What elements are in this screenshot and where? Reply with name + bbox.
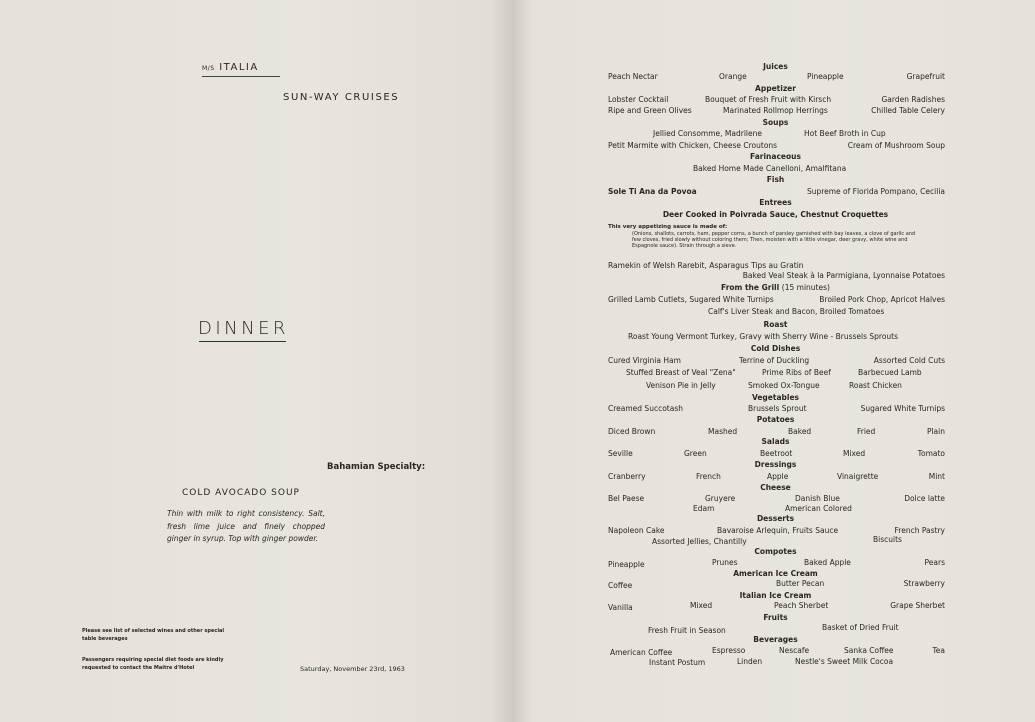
menu-item: Cranberry [608, 472, 646, 481]
menu-item: American Colored [785, 504, 852, 513]
menu-item: Sanka Coffee [844, 646, 894, 655]
wine-note: Please see list of selected wines and other special table beverages [82, 628, 225, 642]
menu-item: Pineapple [608, 560, 645, 569]
section-heading-juices: Juices [763, 62, 788, 71]
menu-item: Pears [924, 558, 945, 567]
menu-item: French [696, 472, 721, 481]
special-description: Thin with milk to right consistency. Salt, fresh lime juice and finely chopped ginger in syrup. Top with ginger powder. [167, 509, 325, 543]
menu-item: Cream of Mushroom Soup [847, 141, 945, 150]
menu-item: Creamed Succotash [608, 404, 683, 413]
ship-title: ITALIA [219, 62, 259, 73]
menu-column [608, 0, 943, 722]
section-heading-fruits: Fruits [763, 613, 788, 622]
menu-item: Tea [932, 646, 945, 655]
menu-item: Vanilla [608, 603, 633, 612]
section-heading-soups: Soups [762, 118, 789, 127]
menu-item: Apple [767, 472, 789, 481]
menu-item: Prunes [712, 558, 738, 567]
section-heading-entrees: Entrees [759, 198, 792, 207]
menu-item: Beetroot [760, 449, 793, 458]
menu-item: Pineapple [807, 72, 844, 81]
cruise-name: SUN-WAY CRUISES [283, 92, 400, 103]
menu-item: Lobster Cocktail [608, 95, 669, 104]
section-heading-fish: Fish [766, 175, 785, 184]
special-name: COLD AVOCADO SOUP [182, 488, 300, 498]
menu-item: Roast Chicken [849, 381, 902, 390]
menu-item: Grapefruit [906, 72, 945, 81]
section-heading-compotes: Compotes [754, 547, 797, 556]
menu-item: Marinated Rollmop Herrings [723, 106, 828, 115]
menu-item: French Pastry [894, 526, 945, 535]
section-heading-roast: Roast [763, 320, 788, 329]
menu-item: Sugared White Turnips [860, 404, 945, 413]
menu-item: Mint [928, 472, 945, 481]
menu-item: American Coffee [610, 648, 673, 657]
menu-item: Baked Apple [804, 558, 851, 567]
section-heading-dressings: Dressings [754, 460, 797, 469]
menu-item: Strawberry [903, 579, 945, 588]
ship-underline [202, 76, 280, 77]
menu-item: Biscuits [873, 535, 902, 544]
menu-item: Garden Radishes [881, 95, 945, 104]
menu-item: Butter Pecan [776, 579, 825, 588]
menu-item: Espresso [712, 646, 746, 655]
grill-heading-label: From the Grill [721, 283, 780, 292]
menu-item: Mashed [708, 427, 738, 436]
menu-item: Baked [788, 427, 812, 436]
menu-item: Jellied Consomme, Madrilene [653, 129, 762, 138]
menu-item-deer: Deer Cooked in Poivrada Sauce, Chestnut Croquettes [662, 210, 889, 219]
sauce-description: (Onions, shallots, carrots, ham, pepper corns, a bunch of parsley garnished with bay leaves, a clove of garlic and few cloves, fried slowly without coloring them; Then, moisten with a little vinegar, deer gravy, white wine and Espagnole sauce). Strain through a sieve. [632, 231, 916, 249]
menu-item: Fresh Fruit in Season [648, 626, 726, 635]
menu-item: Terrine of Duckling [739, 356, 810, 365]
menu-item: Coffee [608, 581, 633, 590]
section-heading-farinaceous: Farinaceous [750, 152, 801, 161]
section-heading-italian-ice-cream: Italian Ice Cream [739, 591, 812, 600]
menu-item: Roast Young Vermont Turkey, Gravy with Sherry Wine - Brussels Sprouts [628, 332, 899, 341]
section-heading-salads: Salads [761, 437, 790, 446]
menu-item: Smoked Ox-Tongue [748, 381, 820, 390]
menu-item: Green [684, 449, 707, 458]
title-underline [199, 341, 286, 342]
menu-item: Napoleon Cake [608, 526, 665, 535]
menu-item: Hot Beef Broth in Cup [804, 129, 886, 138]
left-menu-page [0, 0, 512, 722]
menu-item: Instant Postum [649, 658, 706, 667]
menu-item: Nescafe [779, 646, 810, 655]
menu-item: Plain [926, 427, 945, 436]
sauce-intro: This very appetizing sauce is made of: [608, 224, 728, 230]
menu-item: Assorted Cold Cuts [873, 356, 945, 365]
diet-note: Passengers requiring special diet foods are kindly requested to contact the Maitre d'Hotel [82, 657, 224, 671]
menu-item: Stuffed Breast of Veal "Zena" [626, 368, 736, 377]
right-menu-page [512, 0, 1035, 722]
menu-item: Assorted Jellies, Chantilly [652, 537, 747, 546]
menu-item: Ramekin of Welsh Rarebit, Asparagus Tips au Gratin [608, 261, 804, 270]
section-heading-desserts: Desserts [756, 514, 795, 523]
menu-item: Prime Ribs of Beef [762, 368, 831, 377]
ship-prefix: M/S [202, 65, 215, 72]
menu-item: Baked Home Made Canelloni, Amalfitana [693, 164, 847, 173]
section-heading-grill [608, 283, 943, 292]
menu-item: Mixed [843, 449, 866, 458]
menu-item: Mixed [690, 601, 713, 610]
special-heading: Bahamian Specialty: [327, 462, 426, 472]
menu-item: Ripe and Green Olives [608, 106, 692, 115]
menu-item: Calf's Liver Steak and Bacon, Broiled Tomatoes [708, 307, 885, 316]
menu-item: Bavaroise Arlequin, Fruits Sauce [717, 526, 839, 535]
menu-item: Linden [737, 657, 763, 666]
ship-name [202, 62, 259, 73]
menu-item: Diced Brown [608, 427, 656, 436]
menu-item: Peach Nectar [608, 72, 658, 81]
menu-item: Grape Sherbet [890, 601, 945, 610]
menu-item: Vinaigrette [837, 472, 879, 481]
page-title: DINNER [198, 318, 289, 339]
menu-item: Tomato [917, 449, 945, 458]
grill-heading-note: (15 minutes) [781, 283, 830, 292]
menu-item: Barbecued Lamb [858, 368, 922, 377]
menu-item: Danish Blue [795, 494, 840, 503]
section-heading-cold-dishes: Cold Dishes [750, 344, 801, 353]
menu-item: Dolce latte [904, 494, 945, 503]
menu-item: Edam [693, 504, 715, 513]
menu-item: Venison Pie in Jelly [646, 381, 716, 390]
section-heading-vegetables: Vegetables [751, 393, 800, 402]
menu-item: Grilled Lamb Cutlets, Sugared White Turnips [608, 295, 774, 304]
section-heading-american-ice-cream: American Ice Cream [733, 569, 818, 578]
menu-item: Brussels Sprout [748, 404, 807, 413]
menu-item: Chilled Table Celery [871, 106, 945, 115]
menu-item: Supreme of Florida Pompano, Cecilia [806, 187, 945, 196]
menu-item: Fried [857, 427, 876, 436]
menu-date: Saturday, November 23rd, 1963 [300, 665, 405, 673]
menu-item: Gruyere [705, 494, 736, 503]
section-heading-appetizer: Appetizer [755, 84, 796, 93]
section-heading-cheese: Cheese [760, 483, 791, 492]
menu-item: Orange [719, 72, 747, 81]
menu-item: Sole Ti Ana da Povoa [608, 187, 697, 196]
section-heading-beverages: Beverages [753, 635, 798, 644]
menu-item: Peach Sherbet [774, 601, 829, 610]
menu-item: Basket of Dried Fruit [822, 623, 899, 632]
menu-item: Petit Marmite with Chicken, Cheese Croutons [608, 141, 778, 150]
menu-item: Bouquet of Fresh Fruit with Kirsch [705, 95, 832, 104]
menu-item: Baked Veal Steak à la Parmigiana, Lyonnaise Potatoes [742, 271, 945, 280]
menu-item: Cured Virginia Ham [608, 356, 681, 365]
menu-item: Broiled Pork Chop, Apricot Halves [819, 295, 945, 304]
menu-item: Nestle's Sweet Milk Cocoa [795, 657, 894, 666]
section-heading-potatoes: Potatoes [756, 415, 795, 424]
menu-item: Seville [608, 449, 633, 458]
menu-item: Bel Paese [608, 494, 645, 503]
